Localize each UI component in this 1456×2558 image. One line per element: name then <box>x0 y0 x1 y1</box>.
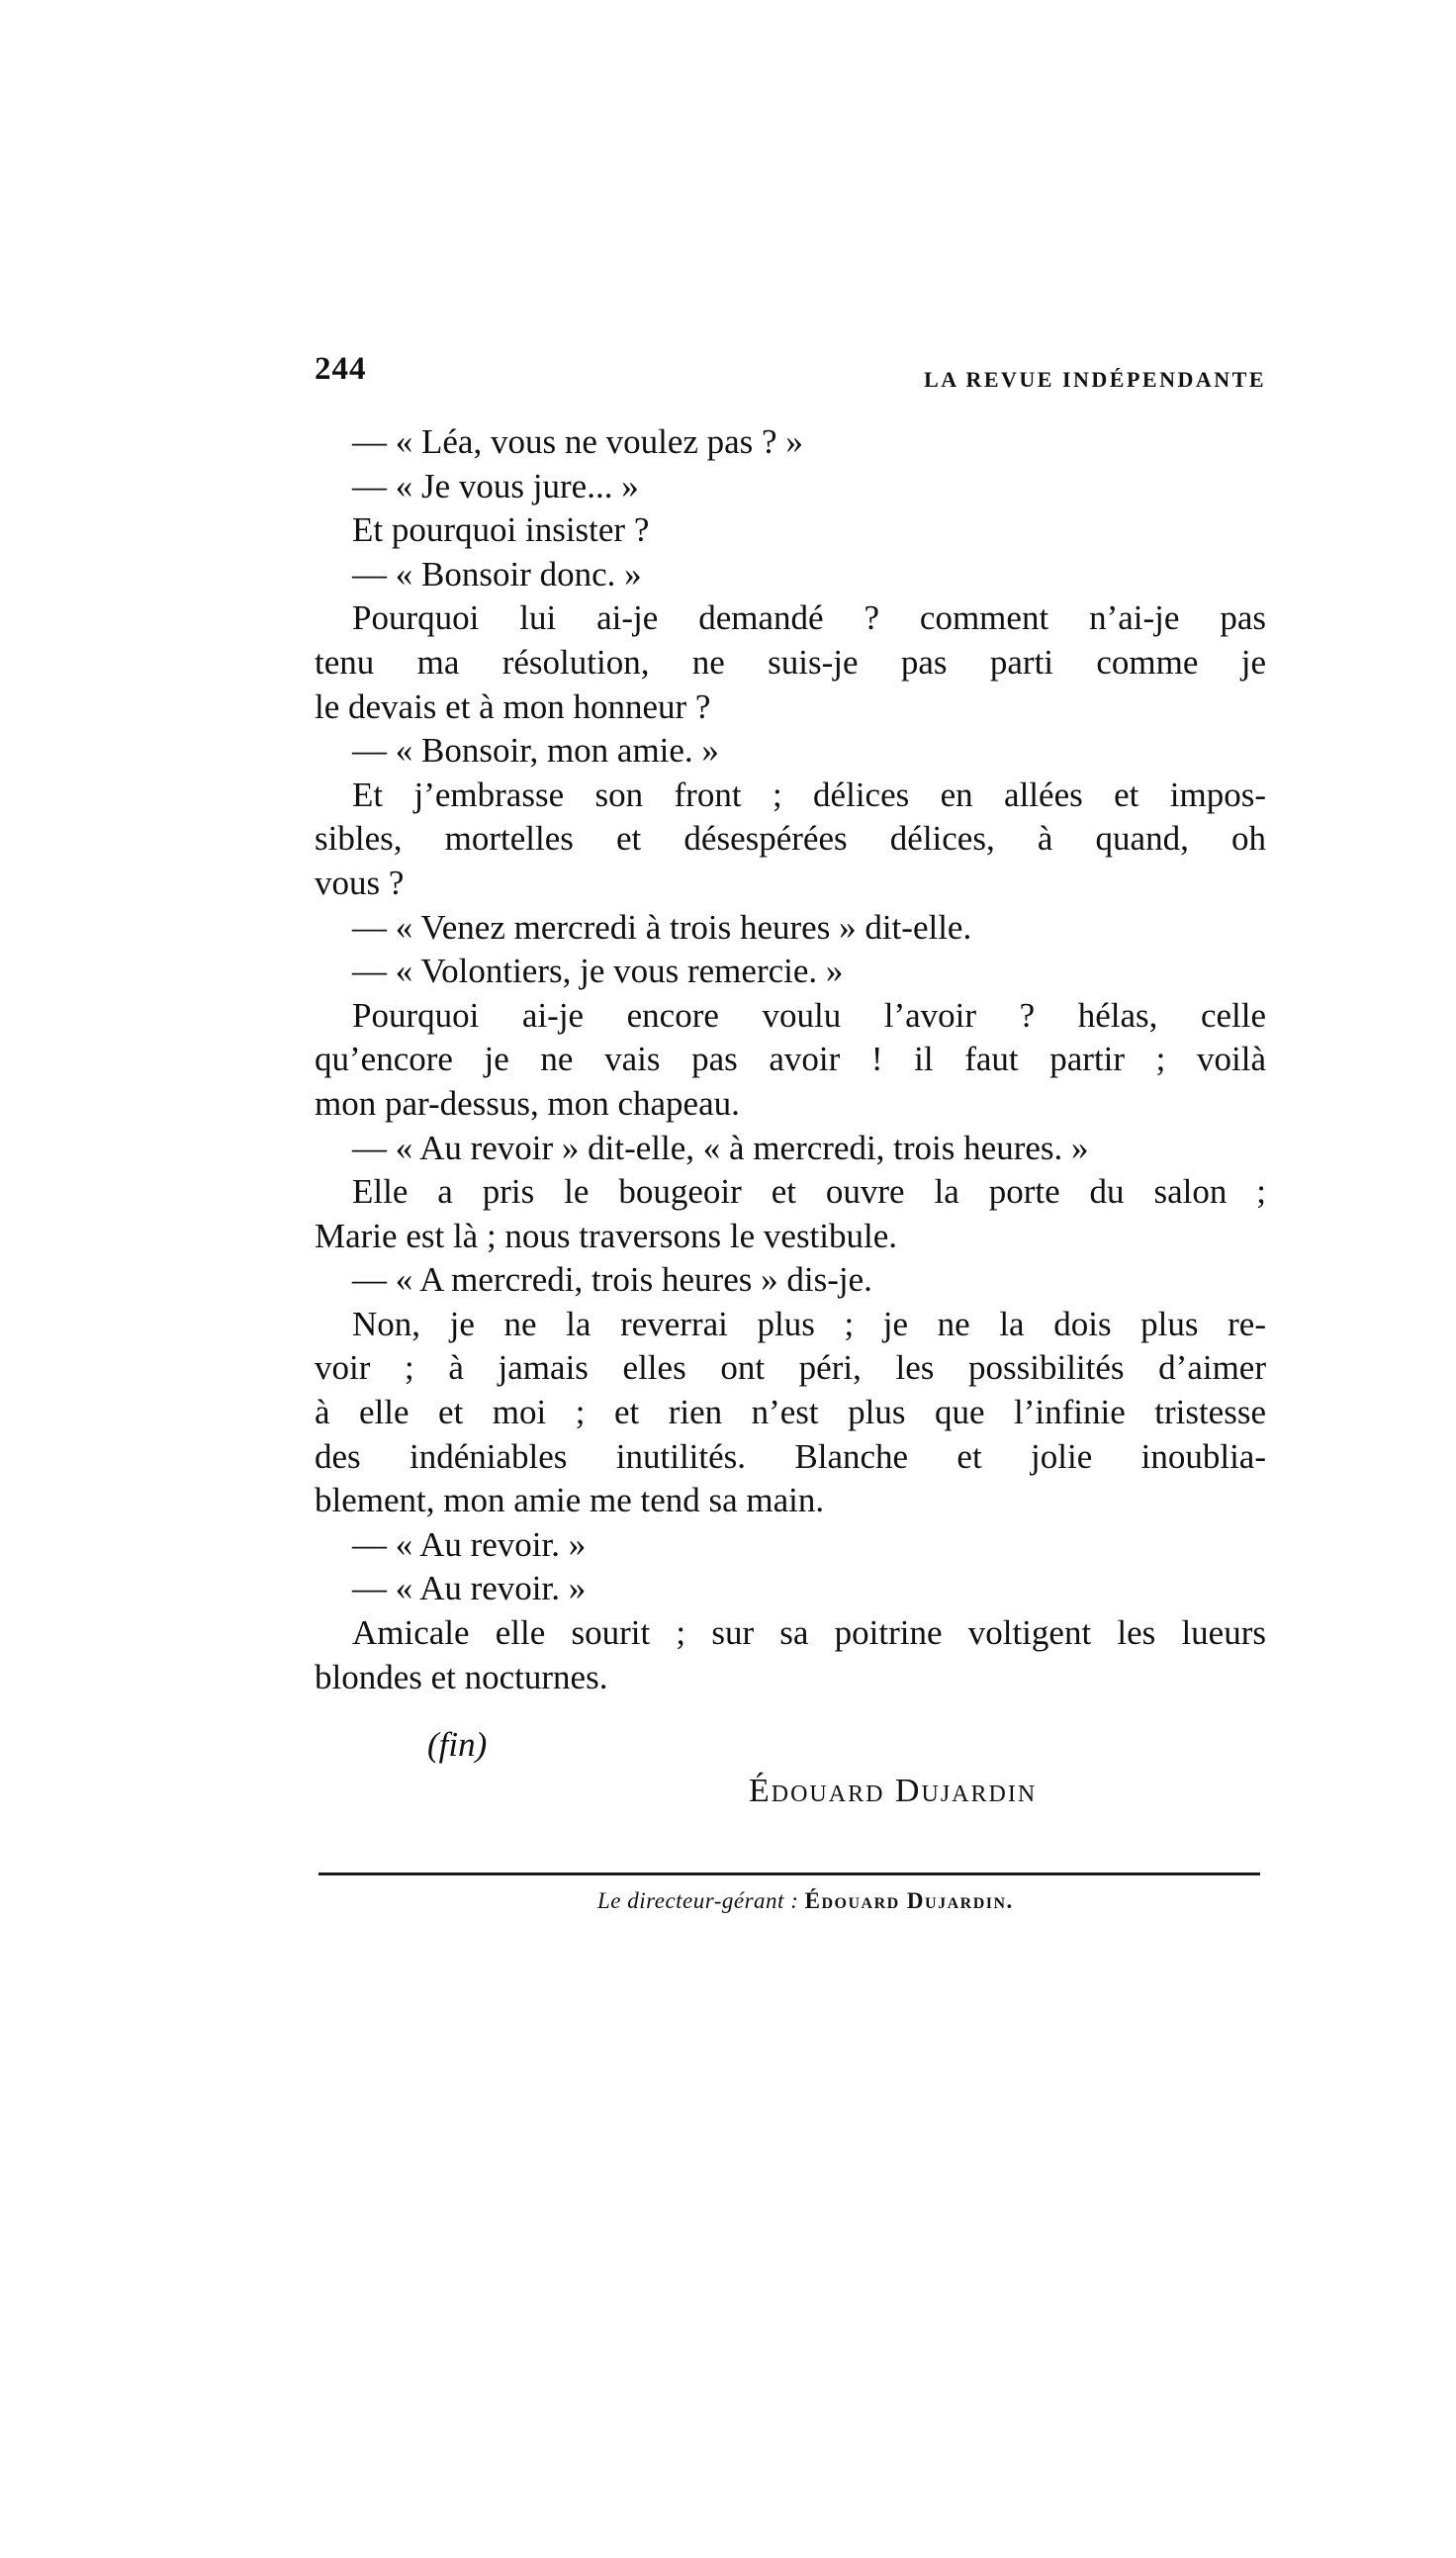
footer-credit <box>597 1888 1014 1914</box>
text-line: sibles, mortelles et désespérées délices, à quand, oh <box>315 819 1266 859</box>
body-text <box>315 420 1266 1699</box>
text-line: — « Volontiers, je vous remercie. » <box>352 952 844 991</box>
text-line: Pourquoi lui ai-je demandé ? comment n’ai-je pas <box>352 598 1266 638</box>
text-line: vous ? <box>315 863 405 902</box>
text-line: le devais et à mon honneur ? <box>315 686 711 726</box>
page-header <box>315 351 1266 401</box>
text-line: qu’encore je ne vais pas avoir ! il faut partir ; voilà <box>315 1040 1266 1079</box>
text-line: à elle et moi ; et rien n’est plus que l’infinie tristesse <box>315 1393 1266 1432</box>
text-line: — « Bonsoir, mon amie. » <box>352 731 719 771</box>
text-line: Elle a pris le bougeoir et ouvre la porte du salon ; <box>352 1172 1266 1212</box>
fin-marker <box>427 1725 487 1765</box>
text-line: — « Bonsoir donc. » <box>352 554 642 594</box>
text-line: Et pourquoi insister ? <box>352 510 650 550</box>
author-signature: Édouard Dujardin <box>749 1773 1038 1809</box>
page-number: 244 <box>315 351 367 387</box>
footer-divider <box>318 1873 1260 1875</box>
text-line: — « Au revoir. » <box>352 1569 587 1608</box>
text-line: blondes et nocturnes. <box>315 1657 608 1696</box>
text-line: — « Au revoir. » <box>352 1524 587 1564</box>
text-line: blement, mon amie me tend sa main. <box>315 1481 825 1520</box>
text-line: Pourquoi ai-je encore voulu l’avoir ? hélas, celle <box>352 995 1266 1035</box>
text-line: — « Venez mercredi à trois heures » dit-elle. <box>352 907 972 947</box>
text-line: — « Léa, vous ne voulez pas ? » <box>352 422 803 461</box>
text-line: mon par-dessus, mon chapeau. <box>315 1083 740 1123</box>
text-line: voir ; à jamais elles ont péri, les possibilités d’aimer <box>315 1348 1266 1388</box>
text-line: Marie est là ; nous traversons le vestibule. <box>315 1216 898 1255</box>
running-title: LA REVUE INDÉPENDANTE <box>924 367 1266 392</box>
text-line: — « Je vous jure... » <box>352 466 639 505</box>
text-line: des indéniables inutilités. Blanche et jolie inoublia- <box>315 1436 1266 1476</box>
text-line: tenu ma résolution, ne suis-je pas parti comme je <box>315 642 1266 682</box>
text-line: Amicale elle sourit ; sur sa poitrine voltigent les lueurs <box>352 1613 1266 1653</box>
text-line: Et j’embrasse son front ; délices en allées et impos- <box>352 775 1266 814</box>
fin-text: (fin) <box>427 1725 488 1764</box>
text-line: — « Au revoir » dit-elle, « à mercredi, trois heures. » <box>352 1128 1089 1167</box>
footer-role: Le directeur-gérant : <box>597 1888 799 1913</box>
text-line: — « A mercredi, trois heures » dis-je. <box>352 1260 872 1300</box>
footer-name: Édouard Dujardin. <box>804 1888 1014 1913</box>
text-line: Non, je ne la reverrai plus ; je ne la dois plus re- <box>352 1304 1266 1343</box>
